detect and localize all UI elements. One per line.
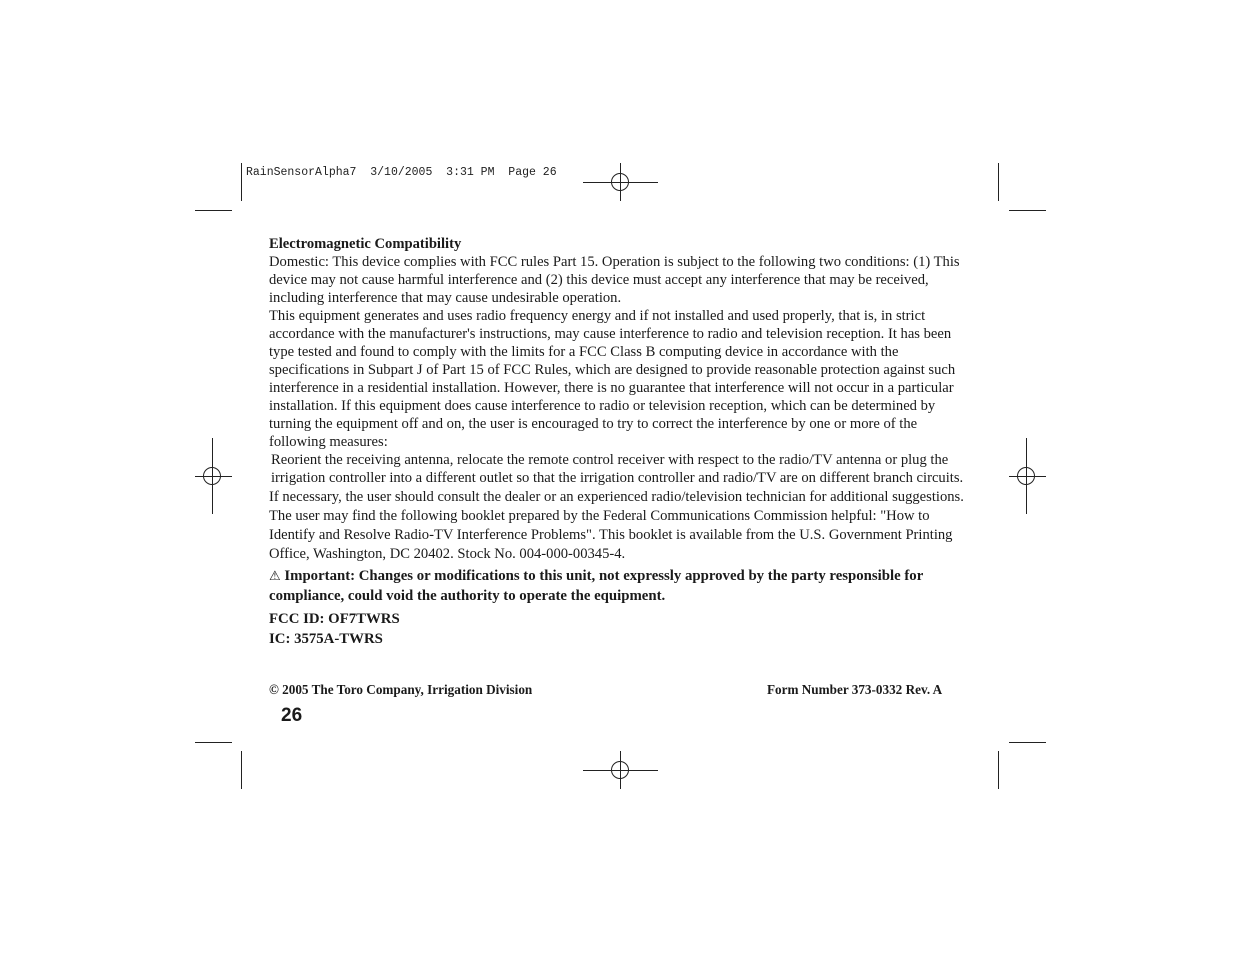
ic-number: IC: 3575A-TWRS [269,630,383,647]
registration-top-circle [611,173,629,191]
crop-mark-top-left-vertical [241,163,242,201]
crop-mark-bottom-left-horizontal [195,742,232,743]
measure-paragraph: Reorient the receiving antenna, relocate the remote control receiver with respect to the radio/TV antenna or plug the irrigation controller into a different outlet so that the irrigation controller and radio/TV are on different branch circuits. [271,452,964,486]
registration-right-circle [1017,467,1035,485]
form-number: Form Number 373-0332 Rev. A [767,682,943,697]
slug-date: 3/10/2005 [370,166,433,179]
important-notice [269,567,969,606]
emc-section [269,235,969,649]
slug-page: Page 26 [508,166,557,179]
fcc-id: FCC ID: OF7TWRS [269,611,400,627]
booklet-paragraph: If necessary, the user should consult the dealer or an experienced radio/television technician for additional suggestions. The user may find the following booklet prepared by the Federal Communications Commission helpful: "How to Identify and Resolve Radio-TV Interference Problems". This booklet is available from the U.S. Government Printing Office, Washington, DC 20402. Stock No. 004-000-00345-4. [269,489,964,562]
registration-bottom-circle [611,761,629,779]
crop-mark-top-left-horizontal [195,210,232,211]
slug-file: RainSensorAlpha7 [246,166,357,179]
registration-left-circle [203,467,221,485]
domestic-paragraph: Domestic: This device complies with FCC rules Part 15. Operation is subject to the following two conditions: (1) This device may not cause harmful interference and (2) this device must accept any interference that may be received, including interference that may cause undesirable operation. [269,254,960,306]
crop-mark-top-right-vertical [998,163,999,201]
interference-paragraph: This equipment generates and uses radio frequency energy and if not installed and used properly, that is, in strict accordance with the manufacturer's instructions, may cause interference to radio and television reception. It has been type tested and found to comply with the limits for a FCC Class B computing device in accordance with the specifications in Subpart J of Part 15 of FCC Rules, which are designed to provide reasonable protection against such interference in a residential installation. However, there is no guarantee that interference will not occur in a particular installation. If this equipment does cause interference to radio or television reception, which can be determined by turning the equipment off and on, the user is encouraged to try to correct the interference by one or more of the following measures: [269,308,956,450]
print-slug [246,166,557,179]
crop-mark-bottom-left-vertical [241,751,242,789]
copyright: © 2005 The Toro Company, Irrigation Division [269,682,533,697]
crop-mark-top-right-horizontal [1009,210,1046,211]
crop-mark-bottom-right-horizontal [1009,742,1046,743]
important-text: Important: Changes or modifications to this unit, not expressly approved by the party responsible for compliance, could void the authority to operate the equipment. [269,568,924,604]
page-number: 26 [281,705,303,726]
section-heading: Electromagnetic Compatibility [269,236,462,252]
slug-time: 3:31 PM [446,166,495,179]
warning-icon: ⚠ [269,569,281,584]
crop-mark-bottom-right-vertical [998,751,999,789]
